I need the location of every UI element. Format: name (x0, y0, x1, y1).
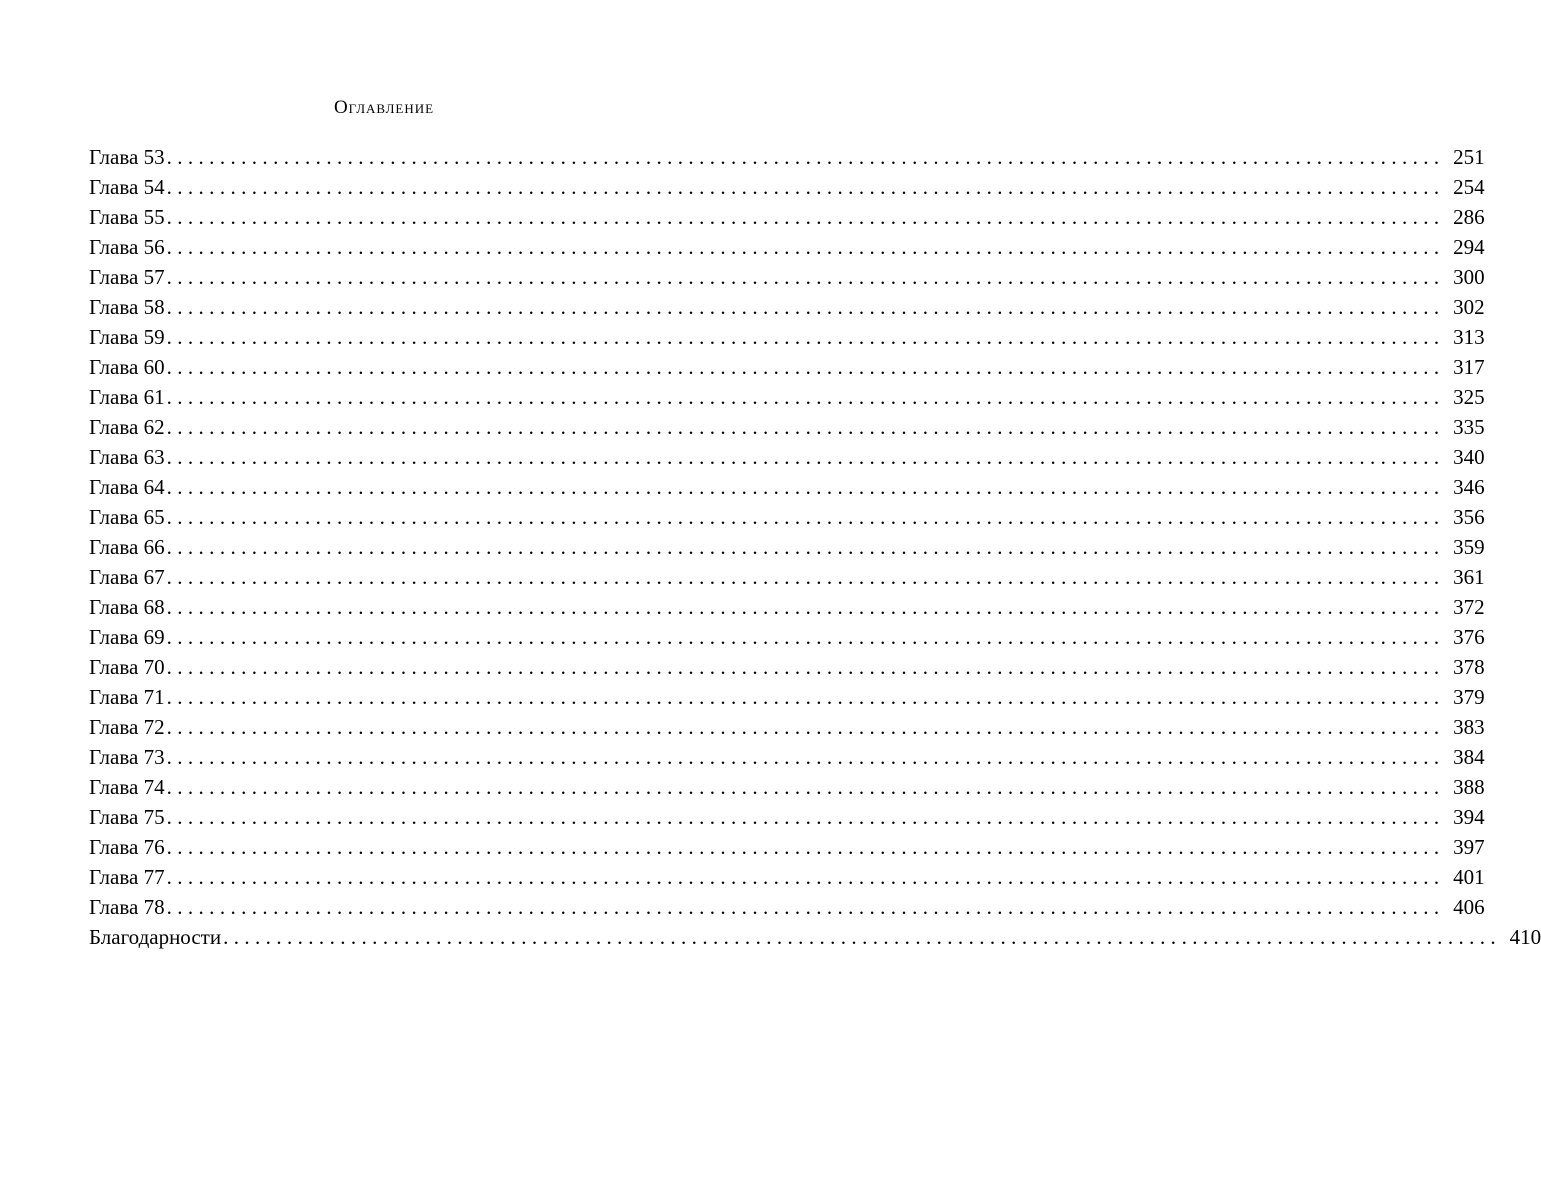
toc-entry-title: Глава 64 (89, 475, 165, 499)
toc-entry-page-number: 302 (1453, 295, 1485, 319)
toc-entry-title: Глава 67 (89, 565, 165, 589)
toc-entry-page-number: 384 (1453, 745, 1485, 769)
toc-entry-title: Глава 59 (89, 325, 165, 349)
toc-dot-leader: ........................................................................................................................ (166, 415, 1445, 439)
toc-dot-leader: ........................................................................................................................ (166, 265, 1445, 289)
toc-entry-title: Глава 71 (89, 685, 165, 709)
toc-entry-title: Глава 66 (89, 535, 165, 559)
toc-entry-page-number: 325 (1453, 385, 1485, 409)
toc-dot-leader: ........................................................................................................................ (166, 295, 1445, 319)
toc-entry[interactable] (89, 502, 1485, 532)
toc-entry-page-number: 410 (1509, 925, 1541, 949)
toc-dot-leader: ........................................................................................................................ (166, 175, 1445, 199)
toc-entry[interactable] (89, 352, 1485, 382)
toc-entry-title: Глава 56 (89, 235, 165, 259)
table-of-contents (89, 142, 1541, 952)
toc-entry-title: Глава 72 (89, 715, 165, 739)
toc-entry[interactable] (89, 382, 1485, 412)
toc-entry-page-number: 340 (1453, 445, 1485, 469)
toc-entry-page-number: 388 (1453, 775, 1485, 799)
toc-entry-page-number: 378 (1453, 655, 1485, 679)
toc-entry[interactable] (89, 202, 1485, 232)
toc-entry-title: Глава 61 (89, 385, 165, 409)
toc-dot-leader: ........................................................................................................................ (166, 355, 1445, 379)
toc-dot-leader: ........................................................................................................................ (166, 475, 1445, 499)
toc-entry[interactable] (89, 172, 1485, 202)
toc-entry[interactable] (89, 832, 1485, 862)
toc-entry[interactable] (89, 442, 1485, 472)
toc-entry-page-number: 406 (1453, 895, 1485, 919)
toc-entry-title: Глава 53 (89, 145, 165, 169)
toc-entry[interactable] (89, 532, 1485, 562)
toc-dot-leader: ........................................................................................................................ (166, 625, 1445, 649)
toc-dot-leader: ........................................................................................................................ (166, 775, 1445, 799)
toc-entry-page-number: 383 (1453, 715, 1485, 739)
toc-entry-title: Глава 60 (89, 355, 165, 379)
toc-dot-leader: ........................................................................................................................ (166, 805, 1445, 829)
toc-dot-leader: ........................................................................................................................ (166, 205, 1445, 229)
toc-entry-title: Глава 63 (89, 445, 165, 469)
toc-entry[interactable] (89, 742, 1485, 772)
toc-dot-leader: ........................................................................................................................ (166, 535, 1445, 559)
toc-entry[interactable] (89, 862, 1485, 892)
toc-entry-page-number: 372 (1453, 595, 1485, 619)
toc-entry-page-number: 286 (1453, 205, 1485, 229)
toc-entry-page-number: 313 (1453, 325, 1485, 349)
toc-dot-leader: ........................................................................................................................ (166, 595, 1445, 619)
toc-entry-page-number: 346 (1453, 475, 1485, 499)
toc-entry[interactable] (89, 622, 1485, 652)
toc-entry[interactable] (89, 562, 1485, 592)
toc-dot-leader: ........................................................................................................................ (166, 235, 1445, 259)
toc-entry-title: Глава 62 (89, 415, 165, 439)
page-title: Оглавление (333, 97, 435, 118)
toc-entry-page-number: 376 (1453, 625, 1485, 649)
toc-entry-title: Благодарности (89, 925, 222, 949)
toc-entry-page-number: 397 (1453, 835, 1485, 859)
toc-entry[interactable] (89, 142, 1485, 172)
toc-dot-leader: ........................................................................................................................ (166, 865, 1445, 889)
toc-dot-leader: ........................................................................................................................ (166, 385, 1445, 409)
toc-entry[interactable] (89, 472, 1485, 502)
toc-entry[interactable] (89, 412, 1485, 442)
toc-entry[interactable] (89, 772, 1485, 802)
toc-entry[interactable] (89, 892, 1485, 922)
toc-dot-leader: ........................................................................................................................ (166, 685, 1445, 709)
toc-entry-title: Глава 70 (89, 655, 165, 679)
toc-dot-leader: ........................................................................................................................ (166, 145, 1445, 169)
toc-entry-title: Глава 54 (89, 175, 165, 199)
toc-dot-leader: ........................................................................................................................ (166, 325, 1445, 349)
toc-entry-title: Глава 57 (89, 265, 165, 289)
toc-entry-title: Глава 76 (89, 835, 165, 859)
toc-entry-page-number: 251 (1453, 145, 1485, 169)
toc-dot-leader: ........................................................................................................................ (166, 445, 1445, 469)
toc-entry-title: Глава 65 (89, 505, 165, 529)
toc-entry-page-number: 356 (1453, 505, 1485, 529)
toc-entry-title: Глава 58 (89, 295, 165, 319)
toc-entry-page-number: 294 (1453, 235, 1485, 259)
toc-entry[interactable] (89, 262, 1485, 292)
toc-entry-page-number: 254 (1453, 175, 1485, 199)
toc-entry[interactable] (89, 922, 1541, 952)
toc-entry-page-number: 317 (1453, 355, 1485, 379)
toc-entry-page-number: 394 (1453, 805, 1485, 829)
toc-entry-page-number: 359 (1453, 535, 1485, 559)
toc-entry[interactable] (89, 712, 1485, 742)
toc-dot-leader: ........................................................................................................................ (166, 565, 1445, 589)
toc-dot-leader: ........................................................................................................................ (166, 505, 1445, 529)
toc-entry-page-number: 300 (1453, 265, 1485, 289)
toc-dot-leader: ........................................................................................................................ (166, 655, 1445, 679)
toc-entry-title: Глава 69 (89, 625, 165, 649)
toc-entry[interactable] (89, 682, 1485, 712)
toc-entry-page-number: 401 (1453, 865, 1485, 889)
toc-entry[interactable] (89, 292, 1485, 322)
toc-dot-leader: ........................................................................................................................ (166, 715, 1445, 739)
toc-entry-title: Глава 77 (89, 865, 165, 889)
toc-entry-page-number: 361 (1453, 565, 1485, 589)
toc-dot-leader: ........................................................................................................................ (166, 835, 1445, 859)
toc-dot-leader: ........................................................................................................................ (166, 745, 1445, 769)
toc-entry-page-number: 379 (1453, 685, 1485, 709)
toc-entry-title: Глава 68 (89, 595, 165, 619)
toc-entry[interactable] (89, 652, 1485, 682)
toc-dot-leader: ........................................................................................................................ (166, 895, 1445, 919)
toc-entry-title: Глава 55 (89, 205, 165, 229)
toc-entry-page-number: 335 (1453, 415, 1485, 439)
toc-entry[interactable] (89, 592, 1485, 622)
toc-entry-title: Глава 75 (89, 805, 165, 829)
toc-entry-title: Глава 78 (89, 895, 165, 919)
toc-entry-title: Глава 74 (89, 775, 165, 799)
toc-dot-leader: ........................................................................................................................ (223, 925, 1502, 949)
toc-entry[interactable] (89, 802, 1485, 832)
toc-entry-title: Глава 73 (89, 745, 165, 769)
toc-entry[interactable] (89, 322, 1485, 352)
toc-entry[interactable] (89, 232, 1485, 262)
